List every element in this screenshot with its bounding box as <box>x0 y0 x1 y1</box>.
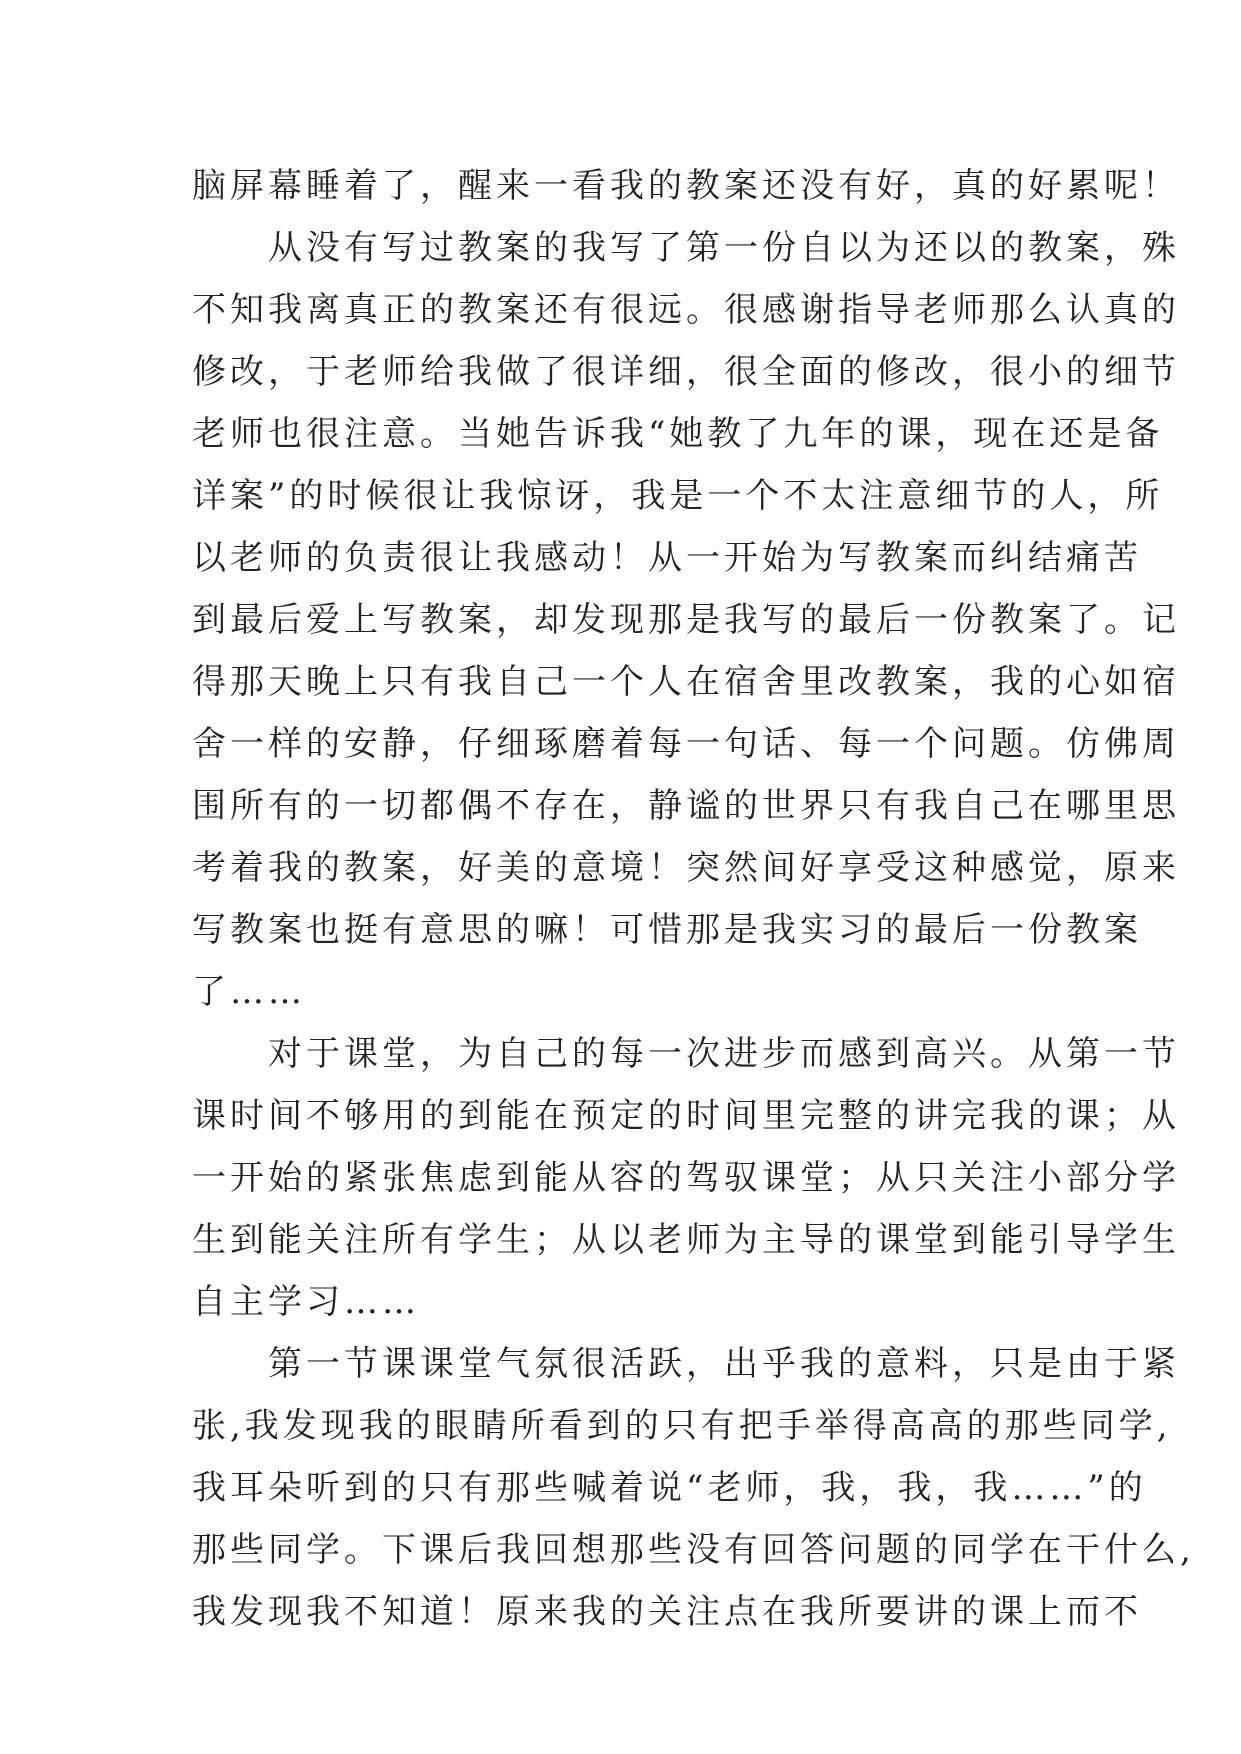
text-line: 脑屏幕睡着了，醒来一看我的教案还没有好，真的好累呢！ <box>192 166 1180 206</box>
text-line: 我发现我不知道！原来我的关注点在我所要讲的课上而不 <box>192 1592 1142 1632</box>
text-line: 第一节课课堂气氛很活跃，出乎我的意料，只是由于紧 <box>192 1344 1180 1384</box>
text-line: 生到能关注所有学生；从以老师为主导的课堂到能引导学生 <box>192 1220 1180 1260</box>
paragraph <box>192 1023 1180 1333</box>
text-line: 详案”的时候很让我惊讶，我是一个不太注意细节的人，所 <box>192 476 1164 516</box>
text-line: 修改，于老师给我做了很详细，很全面的修改，很小的细节 <box>192 352 1180 392</box>
text-line: 写教案也挺有意思的嘛！可惜那是我实习的最后一份教案 <box>192 910 1142 950</box>
text-line: 得那天晚上只有我自己一个人在宿舍里改教案，我的心如宿 <box>192 662 1180 702</box>
text-line: 那些同学。下课后我回想那些没有回答问题的同学在干什么, <box>192 1530 1195 1570</box>
text-line: 以老师的负责很让我感动！从一开始为写教案而纠结痛苦 <box>192 538 1142 578</box>
paragraph <box>192 1333 1195 1643</box>
text-line: 舍一样的安静，仔细琢磨着每一句话、每一个问题。仿佛周 <box>192 724 1180 764</box>
text-line: 了…… <box>192 972 306 1012</box>
text-line: 一开始的紧张焦虑到能从容的驾驭课堂；从只关注小部分学 <box>192 1158 1180 1198</box>
text-line: 从没有写过教案的我写了第一份自以为还以的教案，殊 <box>192 228 1180 268</box>
text-line: 老师也很注意。当她告诉我“她教了九年的课，现在还是备 <box>192 414 1164 454</box>
text-line: 课时间不够用的到能在预定的时间里完整的讲完我的课；从 <box>192 1096 1180 1136</box>
paragraph <box>192 155 1180 217</box>
text-line: 不知我离真正的教案还有很远。很感谢指导老师那么认真的 <box>192 290 1180 330</box>
text-line: 到最后爱上写教案，却发现那是我写的最后一份教案了。记 <box>192 600 1180 640</box>
text-line: 围所有的一切都偶不存在，静谧的世界只有我自己在哪里思 <box>192 786 1180 826</box>
text-line: 我耳朵听到的只有那些喊着说“老师，我，我，我……”的 <box>192 1468 1147 1508</box>
text-line: 张,我发现我的眼睛所看到的只有把手举得高高的那些同学, <box>192 1406 1172 1446</box>
paragraph <box>192 217 1180 1023</box>
text-line: 自主学习…… <box>192 1282 420 1322</box>
text-line: 对于课堂，为自己的每一次进步而感到高兴。从第一节 <box>192 1034 1180 1074</box>
body-text <box>192 155 1195 1643</box>
text-line: 考着我的教案，好美的意境！突然间好享受这种感觉，原来 <box>192 848 1180 888</box>
